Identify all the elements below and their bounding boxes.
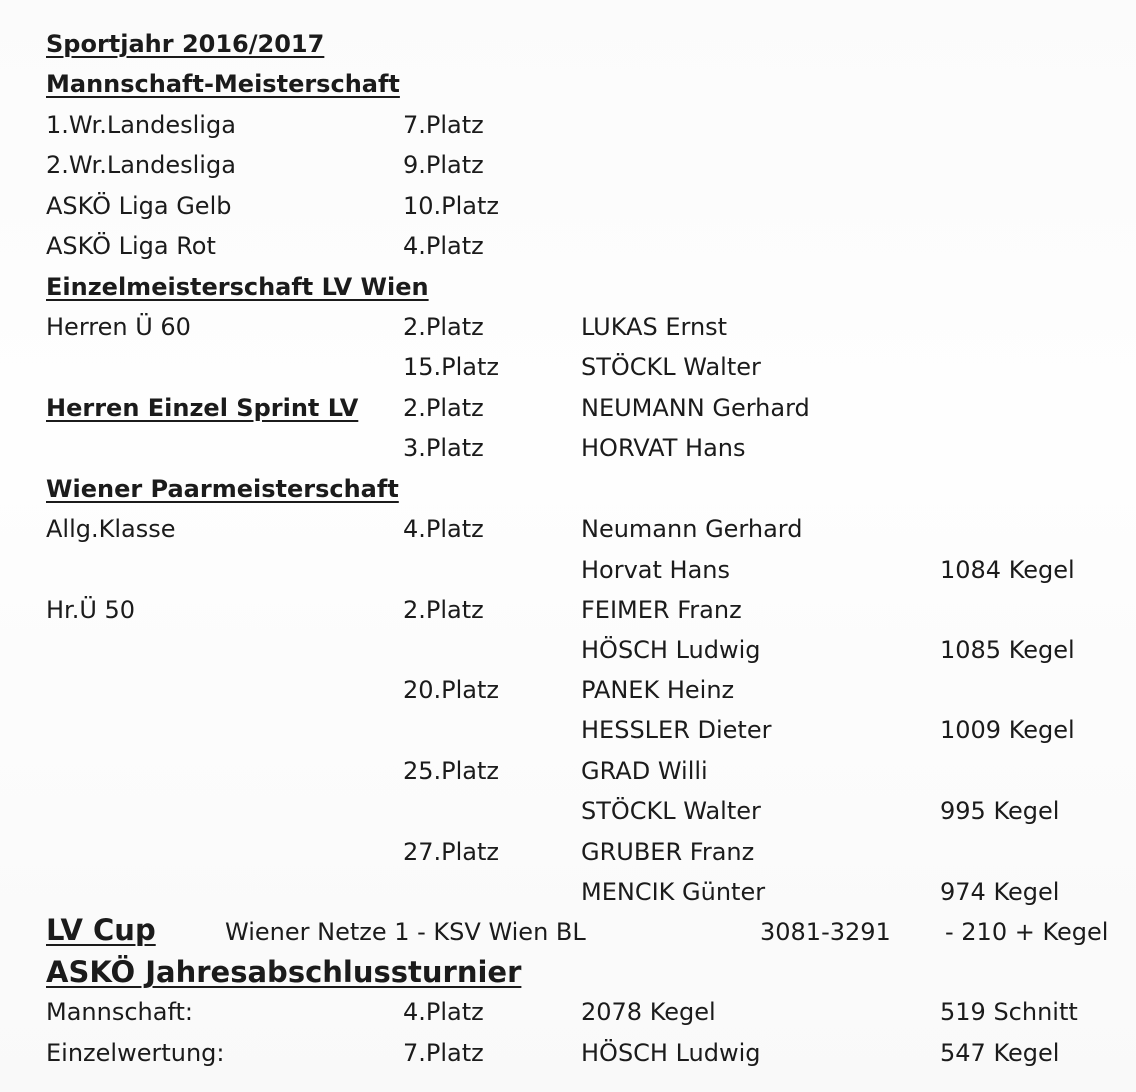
result-place: 2.Platz bbox=[403, 596, 484, 624]
result-place: 4.Platz bbox=[403, 515, 484, 543]
result-place: 4.Platz bbox=[403, 998, 484, 1026]
player-name: PANEK Heinz bbox=[581, 676, 735, 704]
result-place: 2.Platz bbox=[403, 394, 484, 422]
single-score: 547 Kegel bbox=[940, 1039, 1060, 1067]
askoe-tournament-heading: ASKÖ Jahresabschlussturnier bbox=[46, 955, 522, 989]
team-average: 519 Schnitt bbox=[940, 998, 1078, 1026]
player-name: HÖSCH Ludwig bbox=[581, 636, 761, 664]
result-place: 20.Platz bbox=[403, 676, 500, 704]
pair-score: 974 Kegel bbox=[940, 878, 1060, 906]
team-label: Mannschaft: bbox=[46, 998, 193, 1026]
category-label: Herren Ü 60 bbox=[46, 313, 191, 341]
player-name: LUKAS Ernst bbox=[581, 313, 728, 341]
player-name: HÖSCH Ludwig bbox=[581, 1039, 761, 1067]
player-name: GRUBER Franz bbox=[581, 838, 755, 866]
result-place: 15.Platz bbox=[403, 353, 500, 381]
cup-heading: LV Cup bbox=[46, 913, 156, 947]
player-name: MENCIK Günter bbox=[581, 878, 766, 906]
player-name: Horvat Hans bbox=[581, 556, 731, 584]
player-name: NEUMANN Gerhard bbox=[581, 394, 810, 422]
league-place: 10.Platz bbox=[403, 192, 500, 220]
pair-score: 995 Kegel bbox=[940, 797, 1060, 825]
pair-championship-heading: Wiener Paarmeisterschaft bbox=[46, 475, 399, 503]
cup-result: 3081-3291 bbox=[760, 918, 891, 946]
cup-difference: - 210 + Kegel bbox=[945, 918, 1109, 946]
league-name: 1.Wr.Landesliga bbox=[46, 111, 236, 139]
pair-score: 1085 Kegel bbox=[940, 636, 1075, 664]
sprint-heading: Herren Einzel Sprint LV bbox=[46, 394, 359, 422]
player-name: GRAD Willi bbox=[581, 757, 708, 785]
league-place: 7.Platz bbox=[403, 111, 484, 139]
player-name: Neumann Gerhard bbox=[581, 515, 803, 543]
player-name: STÖCKL Walter bbox=[581, 353, 761, 381]
league-place: 9.Platz bbox=[403, 151, 484, 179]
team-score: 2078 Kegel bbox=[581, 998, 716, 1026]
player-name: FEIMER Franz bbox=[581, 596, 742, 624]
player-name: HESSLER Dieter bbox=[581, 716, 772, 744]
category-label: Hr.Ü 50 bbox=[46, 596, 136, 624]
result-place: 7.Platz bbox=[403, 1039, 484, 1067]
league-name: ASKÖ Liga Rot bbox=[46, 232, 216, 260]
player-name: STÖCKL Walter bbox=[581, 797, 761, 825]
result-place: 3.Platz bbox=[403, 434, 484, 462]
league-name: ASKÖ Liga Gelb bbox=[46, 192, 232, 220]
pair-score: 1009 Kegel bbox=[940, 716, 1075, 744]
category-label: Allg.Klasse bbox=[46, 515, 176, 543]
result-place: 25.Platz bbox=[403, 757, 500, 785]
individual-championship-heading: Einzelmeisterschaft LV Wien bbox=[46, 273, 429, 301]
year-heading: Sportjahr 2016/2017 bbox=[46, 30, 325, 58]
single-label: Einzelwertung: bbox=[46, 1039, 225, 1067]
team-championship-heading: Mannschaft-Meisterschaft bbox=[46, 70, 400, 98]
player-name: HORVAT Hans bbox=[581, 434, 746, 462]
league-name: 2.Wr.Landesliga bbox=[46, 151, 236, 179]
league-place: 4.Platz bbox=[403, 232, 484, 260]
cup-match: Wiener Netze 1 - KSV Wien BL bbox=[225, 918, 586, 946]
pair-score: 1084 Kegel bbox=[940, 556, 1075, 584]
result-place: 2.Platz bbox=[403, 313, 484, 341]
result-place: 27.Platz bbox=[403, 838, 500, 866]
